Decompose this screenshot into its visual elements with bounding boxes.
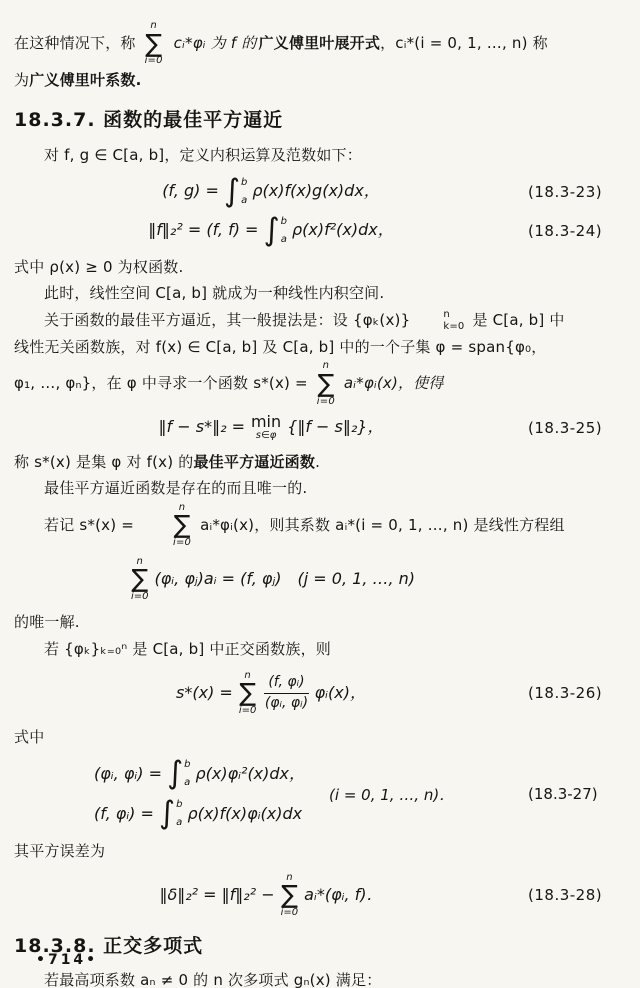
equation-body [14, 670, 528, 717]
eq27-line1-lhs: (φᵢ, φᵢ) = [94, 763, 162, 783]
eq23-rhs: ρ(x)f(x)g(x)dx， [252, 181, 380, 201]
integral-glyph: ∫ [223, 172, 240, 209]
paragraph-existence-uniqueness: 最佳平方逼近函数是存在的而且唯一的. [44, 479, 308, 498]
text-run: 为 [14, 70, 30, 89]
sigma-glyph: ∑ [239, 678, 256, 708]
text-run: . [315, 452, 321, 471]
eq27-line2-lhs: (f, φᵢ) = [94, 803, 154, 823]
paragraph-fourier-intro-line2 [14, 67, 624, 94]
sigma-glyph: ∑ [131, 564, 149, 594]
paragraph-general-line1 [14, 307, 624, 334]
summation-symbol [317, 360, 335, 407]
fraction [264, 674, 308, 712]
text-run: 称 s*(x) 是集 φ 对 f(x) 的 [14, 452, 194, 471]
equation-number: (18.3-27) [528, 785, 598, 804]
min-subscript: s∈φ [255, 430, 277, 442]
sum-lower-limit: i=0 [238, 705, 257, 717]
sum-upper-limit: n [150, 20, 157, 31]
eq27-line1-rhs: ρ(x)φᵢ²(x)dx， [195, 763, 306, 783]
equation-body [14, 211, 528, 248]
term-fourier-expansion: 广义傅里叶展开式 [258, 33, 381, 52]
eq26-lhs: s*(x) = [176, 682, 233, 702]
eq28-lhs: ‖δ‖₂² = ‖f‖₂² − [159, 884, 275, 904]
eqsys-condition: (j = 0, 1, …, n) [297, 568, 416, 588]
paragraph-orthogonal-poly-intro: 若最高项系数 aₙ ≠ 0 的 n 次多项式 gₙ(x) 满足： [44, 971, 382, 988]
text-run: φ₁, …, φₙ}，在 φ 中寻求一个函数 s*(x) = [14, 374, 308, 393]
text-run: ，cᵢ*(i = 0, 1, …, n) 称 [380, 33, 548, 52]
term-fourier-coefficients: 广义傅里叶系数. [29, 70, 142, 89]
integral-symbol [223, 172, 248, 209]
equation-18-3-28 [14, 872, 624, 919]
summation-symbol [145, 20, 163, 67]
sum-lower-limit: i=0 [130, 590, 149, 602]
integral-upper-limit: b [176, 799, 183, 811]
equation-number: (18.3-28) [528, 886, 603, 905]
math-run: cᵢ*φᵢ 为 f 的 [173, 33, 257, 52]
section-heading-18-3-7: 18.3.7. 函数的最佳平方逼近 [14, 109, 284, 132]
summation-symbol [281, 872, 299, 919]
text-run: 是 C[a, b] 中 [472, 311, 565, 330]
term-best-square-approx: 最佳平方逼近函数 [193, 452, 316, 471]
integral-lower-limit: a [176, 817, 183, 829]
paragraph-general-line2: 线性无关函数族，对 f(x) ∈ C[a, b] 及 C[a, b] 中的一个子集 φ = span{φ₀， [14, 337, 547, 356]
sigma-glyph: ∑ [280, 880, 298, 910]
paragraph-orthogonal-family: 若 {φₖ}ₖ₌₀ⁿ 是 C[a, b] 中正交函数族，则 [44, 640, 331, 659]
equation-18-3-23 [14, 172, 624, 209]
equation-body [14, 172, 528, 209]
equation-linear-system [14, 556, 624, 603]
eq27-line2-rhs: ρ(x)f(x)φᵢ(x)dx [187, 803, 303, 823]
equation-body [14, 414, 528, 441]
integral-glyph: ∫ [158, 795, 176, 832]
equation-18-3-25 [14, 414, 624, 441]
sum-lower-limit: i=0 [280, 907, 299, 919]
paragraph-where: 式中 [14, 727, 45, 746]
page-number: •714• [36, 952, 99, 968]
paragraph-inner-product-def: 对 f, g ∈ C[a, b]，定义内积运算及范数如下： [44, 146, 362, 165]
min-label: min [250, 412, 282, 432]
integral-symbol [263, 211, 287, 248]
summation-symbol [143, 502, 191, 549]
sum-upper-limit: n [244, 669, 251, 681]
eq27-line2 [92, 795, 307, 832]
sigma-glyph: ∑ [145, 28, 163, 58]
integral-lower-limit: a [280, 233, 287, 245]
section-heading-18-3-8: 18.3.8. 正交多项式 [14, 934, 204, 957]
eq24-rhs: ρ(x)f²(x)dx， [291, 220, 394, 240]
equation-18-3-27 [14, 755, 624, 832]
sum-lower-limit: i=0 [144, 55, 163, 67]
sum-upper-limit: n [286, 871, 293, 883]
integral-upper-limit: b [184, 759, 191, 771]
equation-number: (18.3-25) [528, 418, 603, 437]
integral-glyph: ∫ [166, 755, 184, 792]
summation-symbol [131, 556, 149, 603]
eq23-lhs: (f, g) = [162, 181, 219, 201]
summation-symbol [239, 670, 257, 717]
paragraph-square-error: 其平方误差为 [14, 842, 106, 861]
integral-lower-limit: a [184, 777, 191, 789]
script-stack-k0-n [413, 309, 464, 332]
equation-18-3-26 [14, 670, 624, 717]
eq25-rhs: {‖f − s‖₂}， [287, 417, 384, 437]
integral-symbol [158, 795, 183, 832]
eq24-lhs: ‖f‖₂² = (f, f) = [148, 220, 259, 240]
stack-bottom: k=0 [443, 320, 465, 332]
math-run: aᵢ*φᵢ(x)，使得 [343, 374, 444, 393]
equation-number: (18.3-24) [528, 221, 603, 240]
eq27-line1 [92, 755, 307, 792]
min-operator [251, 414, 281, 441]
integral-upper-limit: b [241, 176, 248, 188]
fraction-numerator: (f, φᵢ) [264, 674, 308, 694]
equation-number: (18.3-23) [528, 182, 603, 201]
paragraph-weight-function: 式中 ρ(x) ≥ 0 为权函数. [14, 257, 184, 276]
integral-upper-limit: b [280, 215, 287, 227]
paragraph-unique-solution: 的唯一解. [14, 613, 80, 632]
text-run: 关于函数的最佳平方逼近，其一般提法是：设 {φₖ(x)} [44, 311, 411, 330]
equation-number: (18.3-26) [528, 684, 603, 703]
eq27-condition: (i = 0, 1, …, n)． [329, 785, 455, 804]
sum-upper-limit: n [178, 501, 186, 513]
eq25-lhs: ‖f − s*‖₂ = [158, 417, 245, 437]
text-run: 在这种情况下，称 [14, 33, 136, 52]
paragraph-fourier-intro-line1 [14, 20, 624, 67]
paragraph-general-line3 [14, 360, 624, 407]
text-run: 若记 s*(x) = [44, 515, 135, 534]
stack-top: n [443, 309, 450, 321]
sigma-glyph: ∑ [173, 510, 191, 540]
sum-upper-limit: n [322, 360, 330, 372]
integral-glyph: ∫ [263, 211, 280, 248]
paragraph-coefficients [14, 502, 624, 549]
eqsys-body: (φᵢ, φⱼ)aᵢ = (f, φⱼ) [154, 568, 282, 588]
eq28-rhs: aᵢ*(φᵢ, f)． [304, 884, 383, 904]
sum-lower-limit: i=0 [316, 395, 335, 407]
fraction-denominator: (φᵢ, φᵢ) [264, 694, 309, 711]
paragraph-best-approx-def [14, 449, 624, 476]
equation-body [14, 556, 528, 603]
sigma-glyph: ∑ [317, 368, 335, 398]
equation-pair [92, 755, 307, 832]
sum-lower-limit: i=0 [172, 537, 192, 549]
equation-18-3-24 [14, 211, 624, 248]
paragraph-inner-product-space: 此时，线性空间 C[a, b] 就成为一种线性内积空间. [44, 284, 385, 303]
integral-symbol [166, 755, 191, 792]
integral-lower-limit: a [241, 194, 248, 206]
equation-body [14, 872, 528, 919]
eq26-rhs: φᵢ(x)， [314, 682, 366, 702]
sum-upper-limit: n [136, 555, 143, 567]
text-run: aᵢ*φᵢ(x)，则其系数 aᵢ*(i = 0, 1, …, n) 是线性方程组 [200, 515, 565, 534]
